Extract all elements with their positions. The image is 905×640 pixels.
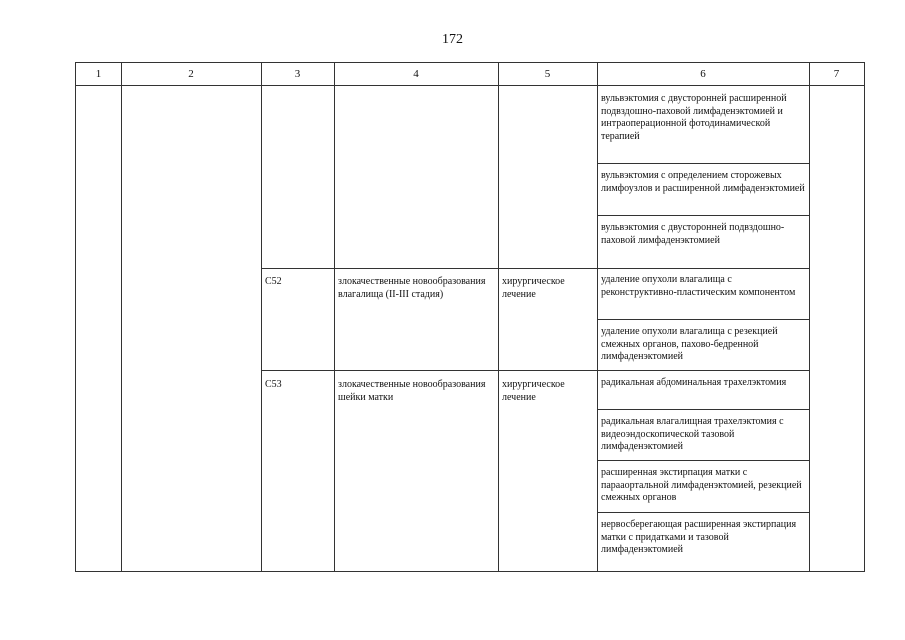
column-divider: [261, 63, 262, 571]
header-col-1: 1: [95, 68, 102, 80]
method-cell: расширенная экстирпация матки с парааортальной лимфаденэктомией, резекцией смежных органов: [601, 467, 802, 503]
diagnosis-cell: злокачественные новообразования шейки матки: [338, 379, 486, 403]
header-col-2: 2: [188, 68, 194, 80]
diagnosis-cell: злокачественные новообразования влагалища (II-III стадия): [338, 276, 486, 300]
method-cell: радикальная абдоминальная трахелэктомия: [601, 377, 787, 388]
row-divider: [597, 319, 809, 320]
method-cell: радикальная влагалищная трахелэктомия с видеоэндоскопической тазовой лимфаденэктомией: [601, 416, 784, 452]
column-divider: [809, 63, 810, 571]
method-cell: вульвэктомия с определением сторожевых лимфоузлов и расширенной лимфаденэктомией: [601, 170, 805, 194]
column-divider: [498, 63, 499, 571]
method-cell: нервосберегающая расширенная экстирпация матки с придатками и тазовой лимфаденэктомией: [601, 519, 797, 555]
row-divider: [597, 215, 809, 216]
procedures-table: [75, 62, 865, 572]
row-divider: [597, 512, 809, 513]
method-cell: вульвэктомия с двусторонней подвздошно-паховой лимфаденэктомией: [601, 222, 785, 246]
column-divider: [334, 63, 335, 571]
row-divider: [597, 460, 809, 461]
treatment-cell: хирургическое лечение: [502, 276, 565, 300]
row-divider: [261, 370, 809, 371]
method-cell: вульвэктомия с двусторонней расширенной подвздошно-паховой лимфаденэктомией и интраоперационной фотодинамической терапией: [601, 93, 787, 142]
header-col-7: 7: [833, 68, 840, 80]
method-cell: удаление опухоли влагалища с резекцией смежных органов, пахово-бедренной лимфаденэктомией: [601, 326, 778, 362]
header-rule: [76, 85, 864, 86]
header-col-5: 5: [544, 68, 551, 80]
row-divider: [261, 268, 809, 269]
row-divider: [597, 409, 809, 410]
treatment-cell: хирургическое лечение: [502, 379, 565, 403]
method-cell: удаление опухоли влагалища с реконструктивно-пластическим компонентом: [601, 274, 796, 298]
column-divider: [121, 63, 122, 571]
code-cell: С53: [265, 379, 282, 390]
header-col-6: 6: [700, 68, 706, 80]
header-col-4: 4: [413, 68, 419, 80]
header-col-3: 3: [294, 68, 301, 80]
page-number: 172: [442, 32, 463, 47]
code-cell: С52: [265, 276, 282, 287]
row-divider: [597, 163, 809, 164]
